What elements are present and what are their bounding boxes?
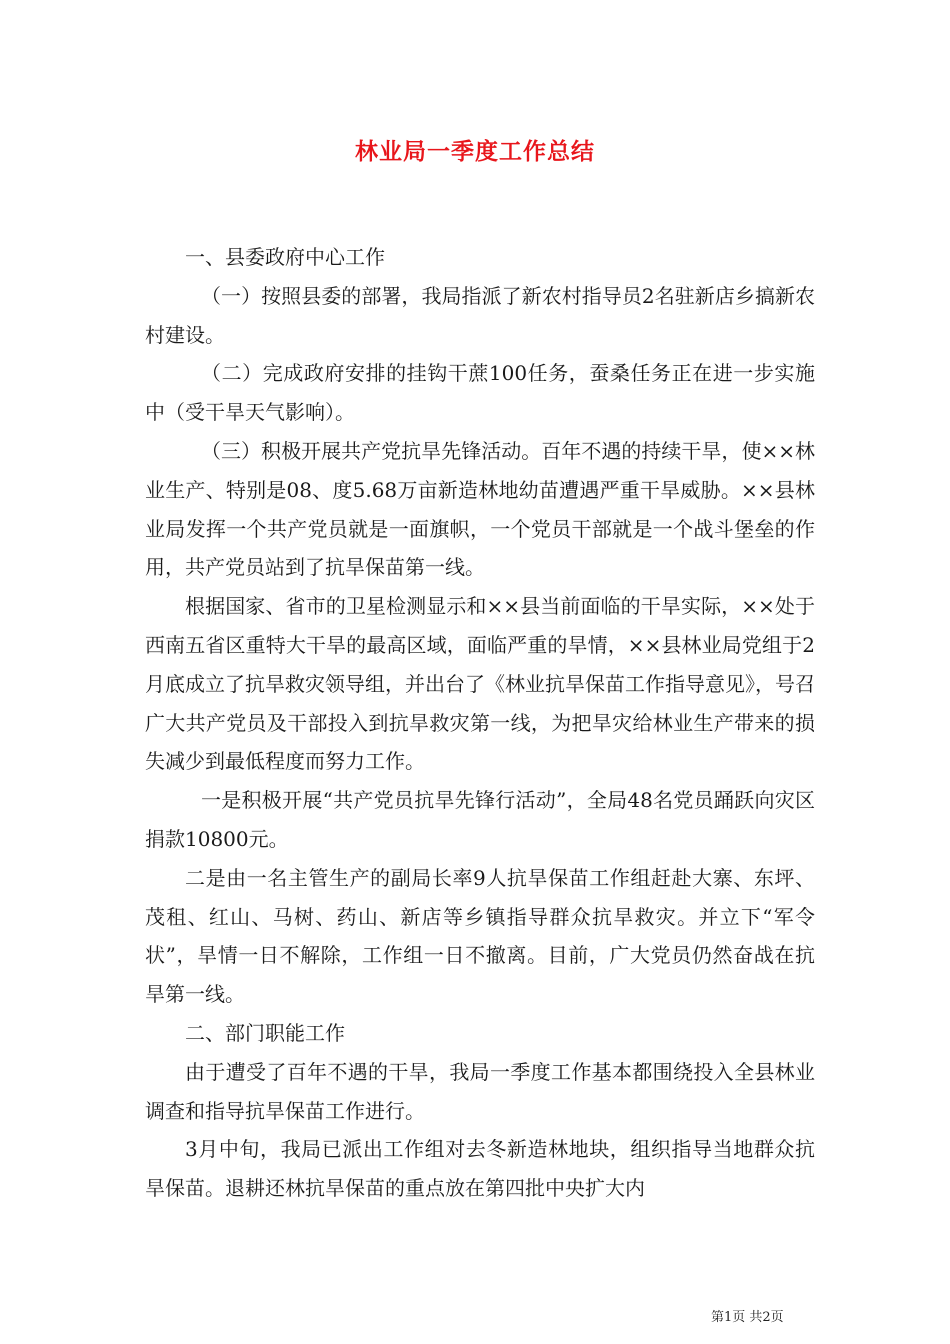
paragraph-department-work: 由于遭受了百年不遇的干旱，我局一季度工作基本都围绕投入全县林业调查和指导抗旱保苗工作进行。: [145, 1059, 815, 1123]
page-number: 第1页 共2页: [711, 1310, 784, 1325]
section-heading-1: 一、县委政府中心工作: [185, 245, 385, 269]
document-title: 林业局一季度工作总结: [355, 139, 595, 165]
paragraph-first-measure: 一是积极开展“共产党员抗旱先锋行活动”，全局48名党员踊跃向灾区捐款10800元。: [145, 788, 815, 851]
document-body: [145, 238, 815, 1208]
paragraph-item-3: （三）积极开展共产党抗旱先锋活动。百年不遇的持续干旱，使××林业生产、特别是08、度5.68万亩新造林地幼苗遭遇严重干旱威胁。××县林业局发挥一个共产党员就是一面旗帜，一个党员干部就是一个战斗堡垒的作用，共产党员站到了抗旱保苗第一线。: [145, 438, 815, 580]
paragraph-item-1: （一）按照县委的部署，我局指派了新农村指导员2名驻新店乡搞新农村建设。: [145, 283, 815, 347]
paragraph-item-2: （二）完成政府安排的挂钩干蔗100任务，蚕桑任务正在进一步实施中（受干旱天气影响）。: [145, 361, 815, 425]
paragraph-second-measure: 二是由一名主管生产的副局长率9人抗旱保苗工作组赶赴大寨、东坪、茂租、红山、马树、药山、新店等乡镇指导群众抗旱救灾。并立下“军令状”，旱情一日不解除，工作组一日不撤离。目前，广大党员仍然奋战在抗旱第一线。: [145, 865, 815, 1007]
paragraph-march-work: 3月中旬，我局已派出工作组对去冬新造林地块，组织指导当地群众抗旱保苗。退耕还林抗旱保苗的重点放在第四批中央扩大内: [145, 1137, 815, 1201]
paragraph-drought-background: 根据国家、省市的卫星检测显示和××县当前面临的干旱实际，××处于西南五省区重特大干旱的最高区域，面临严重的旱情，××县林业局党组于2月底成立了抗旱救灾领导组，并出台了《林业抗旱保苗工作指导意见》，号召广大共产党员及干部投入到抗旱救灾第一线，为把旱灾给林业生产带来的损失减少到最低程度而努力工作。: [145, 594, 815, 774]
section-heading-2: 二、部门职能工作: [185, 1020, 345, 1045]
